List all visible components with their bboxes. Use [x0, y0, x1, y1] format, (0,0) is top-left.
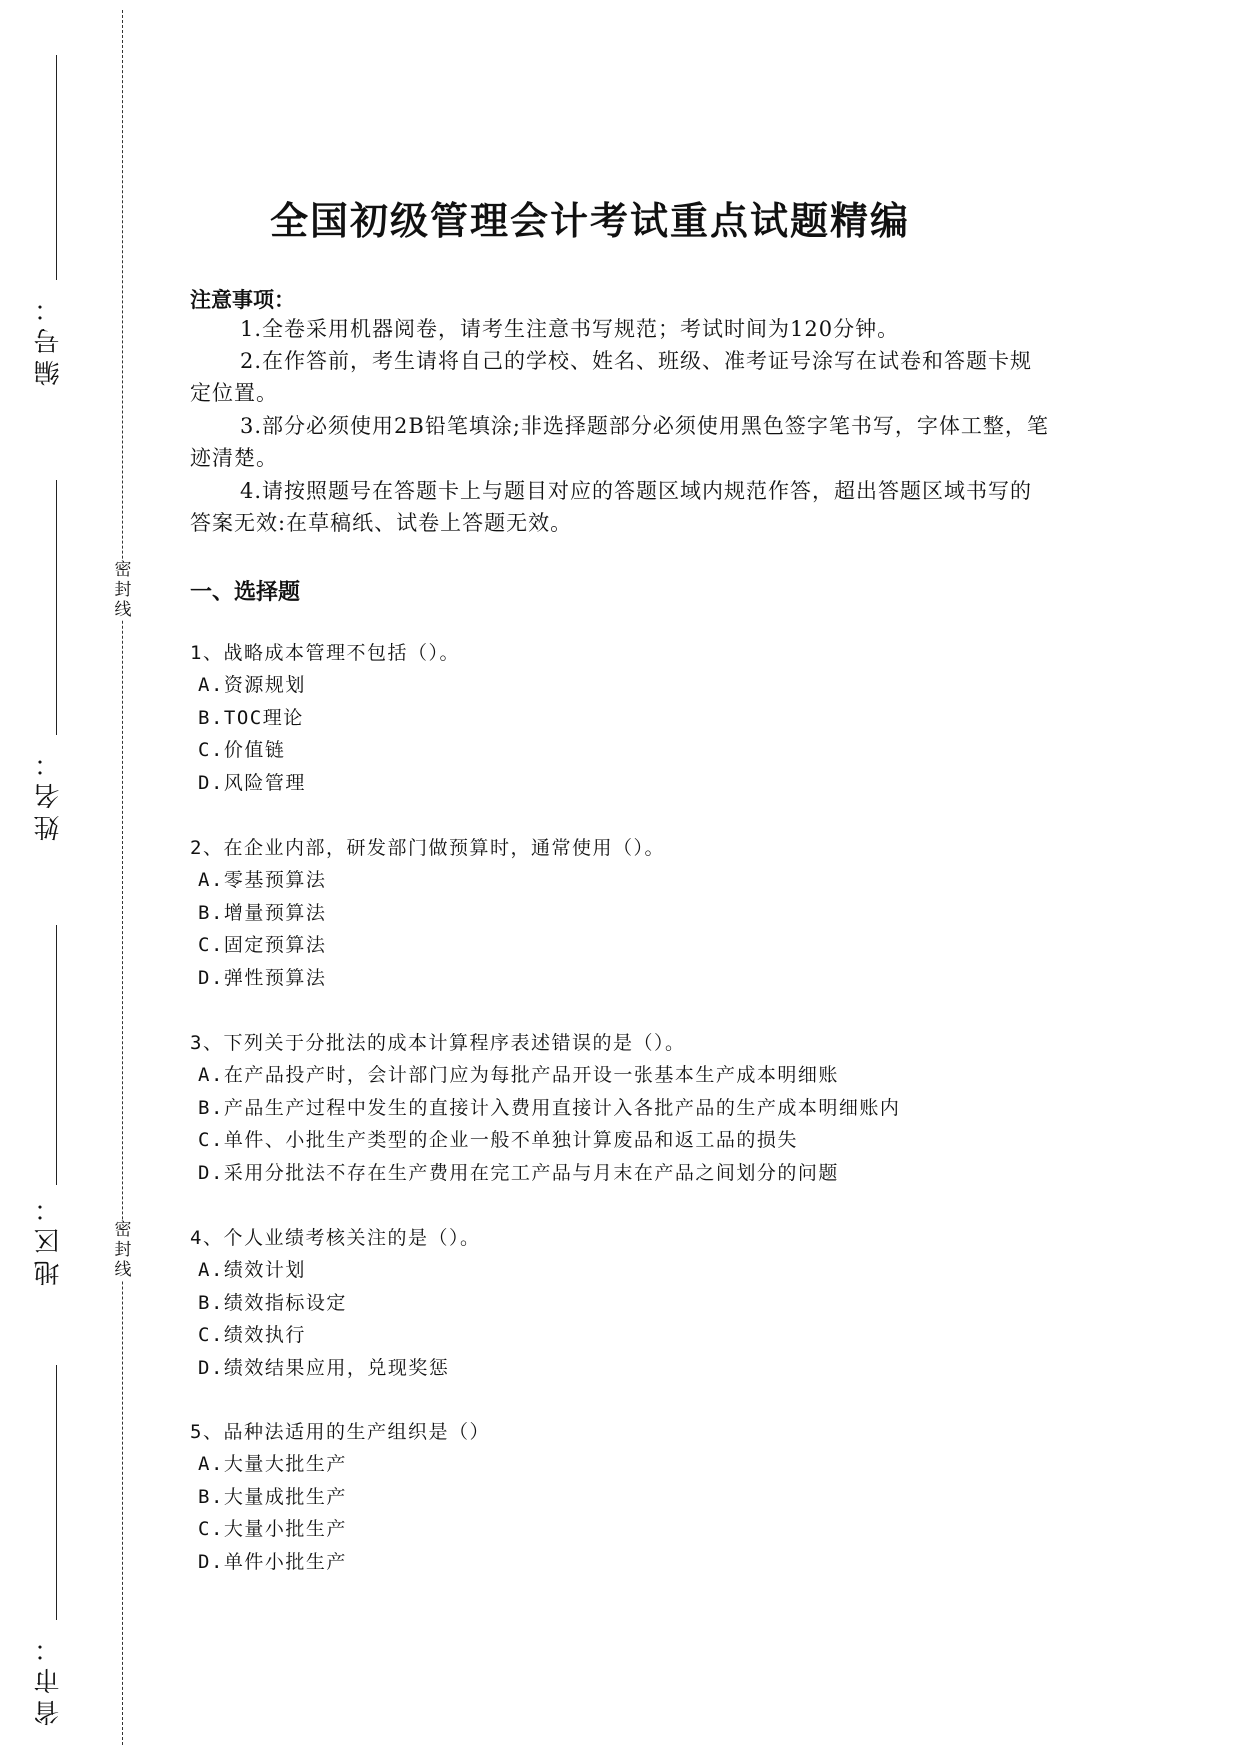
- option-d: D.绩效结果应用，兑现奖惩: [198, 1356, 450, 1379]
- seal-label-lower: 密封线: [114, 1220, 132, 1280]
- field-label-number: 编号：: [34, 290, 64, 386]
- question-3: [190, 1027, 1090, 1189]
- option-c: C.价值链: [198, 739, 286, 761]
- field-line-name[interactable]: [56, 480, 57, 735]
- option-c: C.固定预算法: [198, 934, 327, 956]
- seal-fold-line: [122, 10, 123, 1745]
- option-a: A.资源规划: [198, 674, 306, 696]
- question-stem: 2、在企业内部，研发部门做预算时，通常使用（）。: [190, 837, 665, 859]
- option-b: B.产品生产过程中发生的直接计入费用直接计入各批产品的生产成本明细账内: [198, 1096, 901, 1119]
- question-5: [190, 1416, 1090, 1578]
- notice-item: 4.请按照题号在答题卡上与题目对应的答题区域内规范作答，超出答题区域书写的答案无效:在草稿纸、试卷上答题无效。: [190, 479, 1033, 535]
- question-stem: 5、品种法适用的生产组织是（）: [190, 1421, 490, 1443]
- question-4: [190, 1222, 1090, 1384]
- option-d: D.弹性预算法: [198, 966, 327, 989]
- notice-item: 1.全卷采用机器阅卷，请考生注意书写规范；考试时间为120分钟。: [240, 317, 900, 341]
- section-heading: 一、选择题: [190, 579, 301, 605]
- option-a: A.零基预算法: [198, 869, 327, 891]
- question-1: [190, 637, 1090, 799]
- option-a: A.大量大批生产: [198, 1453, 347, 1475]
- field-line-region[interactable]: [56, 925, 57, 1185]
- option-b: B.大量成批生产: [198, 1485, 347, 1508]
- seal-label-upper: 密封线: [114, 560, 132, 620]
- option-a: A.在产品投产时，会计部门应为每批产品开设一张基本生产成本明细账: [198, 1064, 839, 1086]
- option-b: B.增量预算法: [198, 901, 327, 924]
- option-c: C.绩效执行: [198, 1324, 306, 1346]
- question-stem: 1、战略成本管理不包括（）。: [190, 642, 460, 664]
- notice-heading: 注意事项：: [190, 287, 295, 312]
- question-stem: 4、个人业绩考核关注的是（）。: [190, 1227, 481, 1249]
- notice-item: 2.在作答前，考生请将自己的学校、姓名、班级、准考证号涂写在试卷和答题卡规定位置。: [190, 349, 1033, 405]
- option-b: B.TOC理论: [198, 706, 304, 729]
- option-b: B.绩效指标设定: [198, 1291, 347, 1314]
- notice-item: 3.部分必须使用2B铅笔填涂;非选择题部分必须使用黑色签字笔书写，字体工整，笔迹清楚。: [190, 414, 1049, 470]
- option-c: C.大量小批生产: [198, 1518, 347, 1540]
- field-label-region: 地区：: [34, 1190, 64, 1286]
- option-a: A.绩效计划: [198, 1259, 306, 1281]
- page-title: 全国初级管理会计考试重点试题精编: [270, 199, 911, 243]
- option-c: C.单件、小批生产类型的企业一般不单独计算废品和返工品的损失: [198, 1129, 798, 1151]
- field-line-province[interactable]: [56, 1365, 57, 1620]
- option-d: D.采用分批法不存在生产费用在完工产品与月末在产品之间划分的问题: [198, 1161, 839, 1184]
- field-label-province: 省市：: [34, 1630, 64, 1726]
- field-label-name: 姓名：: [34, 745, 64, 841]
- option-d: D.单件小批生产: [198, 1550, 347, 1573]
- question-2: [190, 832, 1090, 994]
- field-line-number[interactable]: [56, 55, 57, 280]
- question-stem: 3、下列关于分批法的成本计算程序表述错误的是（）。: [190, 1032, 686, 1054]
- option-d: D.风险管理: [198, 771, 306, 794]
